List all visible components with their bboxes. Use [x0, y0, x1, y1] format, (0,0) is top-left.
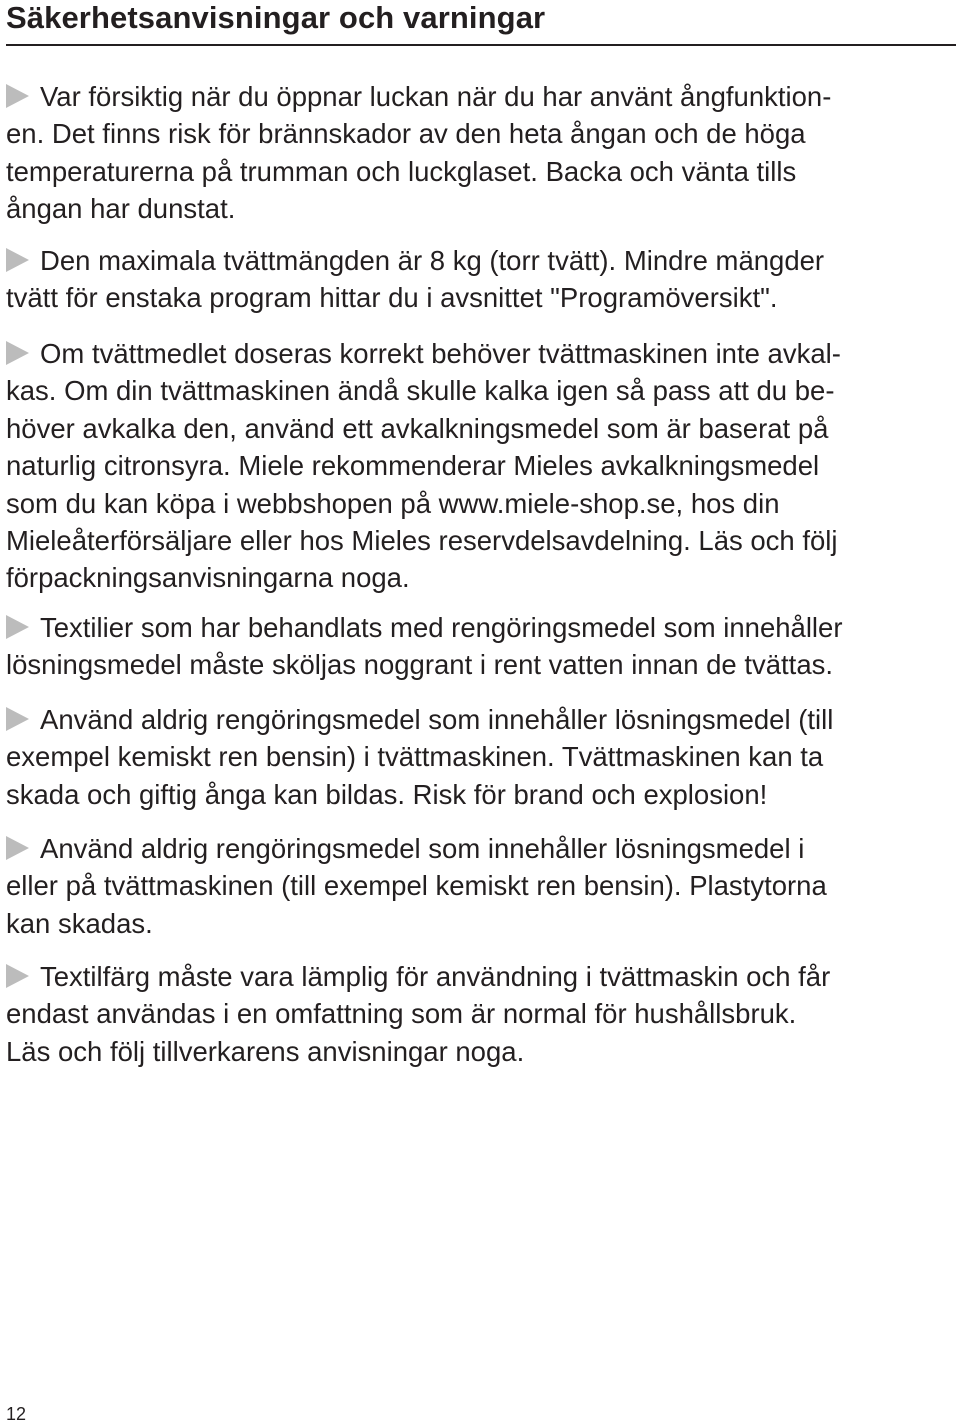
text-line: Mieleåterförsäljare eller hos Mieles reservdelsavdelning. Läs och följ: [6, 525, 838, 557]
safety-item: [6, 78, 956, 228]
triangle-right-icon: [6, 836, 29, 860]
page-title: Säkerhetsanvisningar och varningar: [6, 0, 546, 35]
text-line: en. Det finns risk för brännskador av den heta ångan och de höga: [6, 118, 806, 150]
text-line: eller på tvättmaskinen (till exempel kemiskt ren bensin). Plastytorna: [6, 870, 827, 902]
text-line: [6, 830, 956, 867]
line-text: Var försiktig när du öppnar luckan när du har använt ångfunktion-: [40, 81, 832, 112]
line-text: Om tvättmedlet doseras korrekt behöver tvättmaskinen inte avkal-: [40, 338, 841, 369]
text-line: [6, 335, 956, 372]
line-text: Textilier som har behandlats med rengöringsmedel som innehåller: [40, 612, 843, 643]
text-line: [6, 609, 956, 646]
text-line: förpackningsanvisningarna noga.: [6, 562, 410, 594]
triangle-right-icon: [6, 341, 29, 365]
page-number: 12: [6, 1404, 27, 1424]
triangle-right-icon: [6, 615, 29, 639]
title-divider: [6, 44, 956, 46]
text-line: [6, 78, 956, 115]
triangle-right-icon: [6, 707, 29, 731]
line-text: Använd aldrig rengöringsmedel som innehåller lösningsmedel (till: [40, 704, 834, 735]
text-line: endast användas i en omfattning som är normal för hushållsbruk.: [6, 998, 797, 1030]
line-text: Den maximala tvättmängden är 8 kg (torr tvätt). Mindre mängder: [40, 245, 825, 276]
triangle-right-icon: [6, 964, 29, 988]
triangle-right-icon: [6, 84, 29, 108]
text-line: [6, 701, 956, 738]
text-line: skada och giftig ånga kan bildas. Risk för brand och explosion!: [6, 778, 768, 810]
text-line: lösningsmedel måste sköljas noggrant i rent vatten innan de tvättas.: [6, 649, 834, 681]
safety-item: [6, 830, 956, 942]
text-line: Läs och följ tillverkarens anvisningar noga.: [6, 1035, 525, 1067]
safety-item: [6, 609, 956, 684]
text-line: [6, 958, 956, 995]
text-line: som du kan köpa i webbshopen på www.miele-shop.se, hos din: [6, 487, 780, 519]
safety-item: [6, 958, 956, 1070]
safety-item: [6, 701, 956, 813]
text-line: exempel kemiskt ren bensin) i tvättmaskinen. Tvättmaskinen kan ta: [6, 741, 824, 773]
text-line: kan skadas.: [6, 907, 153, 939]
triangle-right-icon: [6, 248, 29, 272]
line-text: Använd aldrig rengöringsmedel som innehåller lösningsmedel i: [40, 833, 805, 864]
text-line: tvätt för enstaka program hittar du i avsnittet "Programöversikt".: [6, 282, 778, 314]
safety-item: [6, 335, 956, 597]
line-text: Textilfärg måste vara lämplig för användning i tvättmaskin och får: [40, 961, 831, 992]
text-line: naturlig citronsyra. Miele rekommenderar Mieles avkalkningsmedel: [6, 450, 820, 482]
text-line: temperaturerna på trumman och luckglaset. Backa och vänta tills: [6, 155, 797, 187]
text-line: ångan har dunstat.: [6, 193, 236, 225]
text-line: kas. Om din tvättmaskinen ändå skulle kalka igen så pass att du be-: [6, 375, 835, 407]
text-line: höver avkalka den, använd ett avkalkningsmedel som är baserat på: [6, 412, 829, 444]
safety-item: [6, 242, 956, 317]
text-line: [6, 242, 956, 279]
